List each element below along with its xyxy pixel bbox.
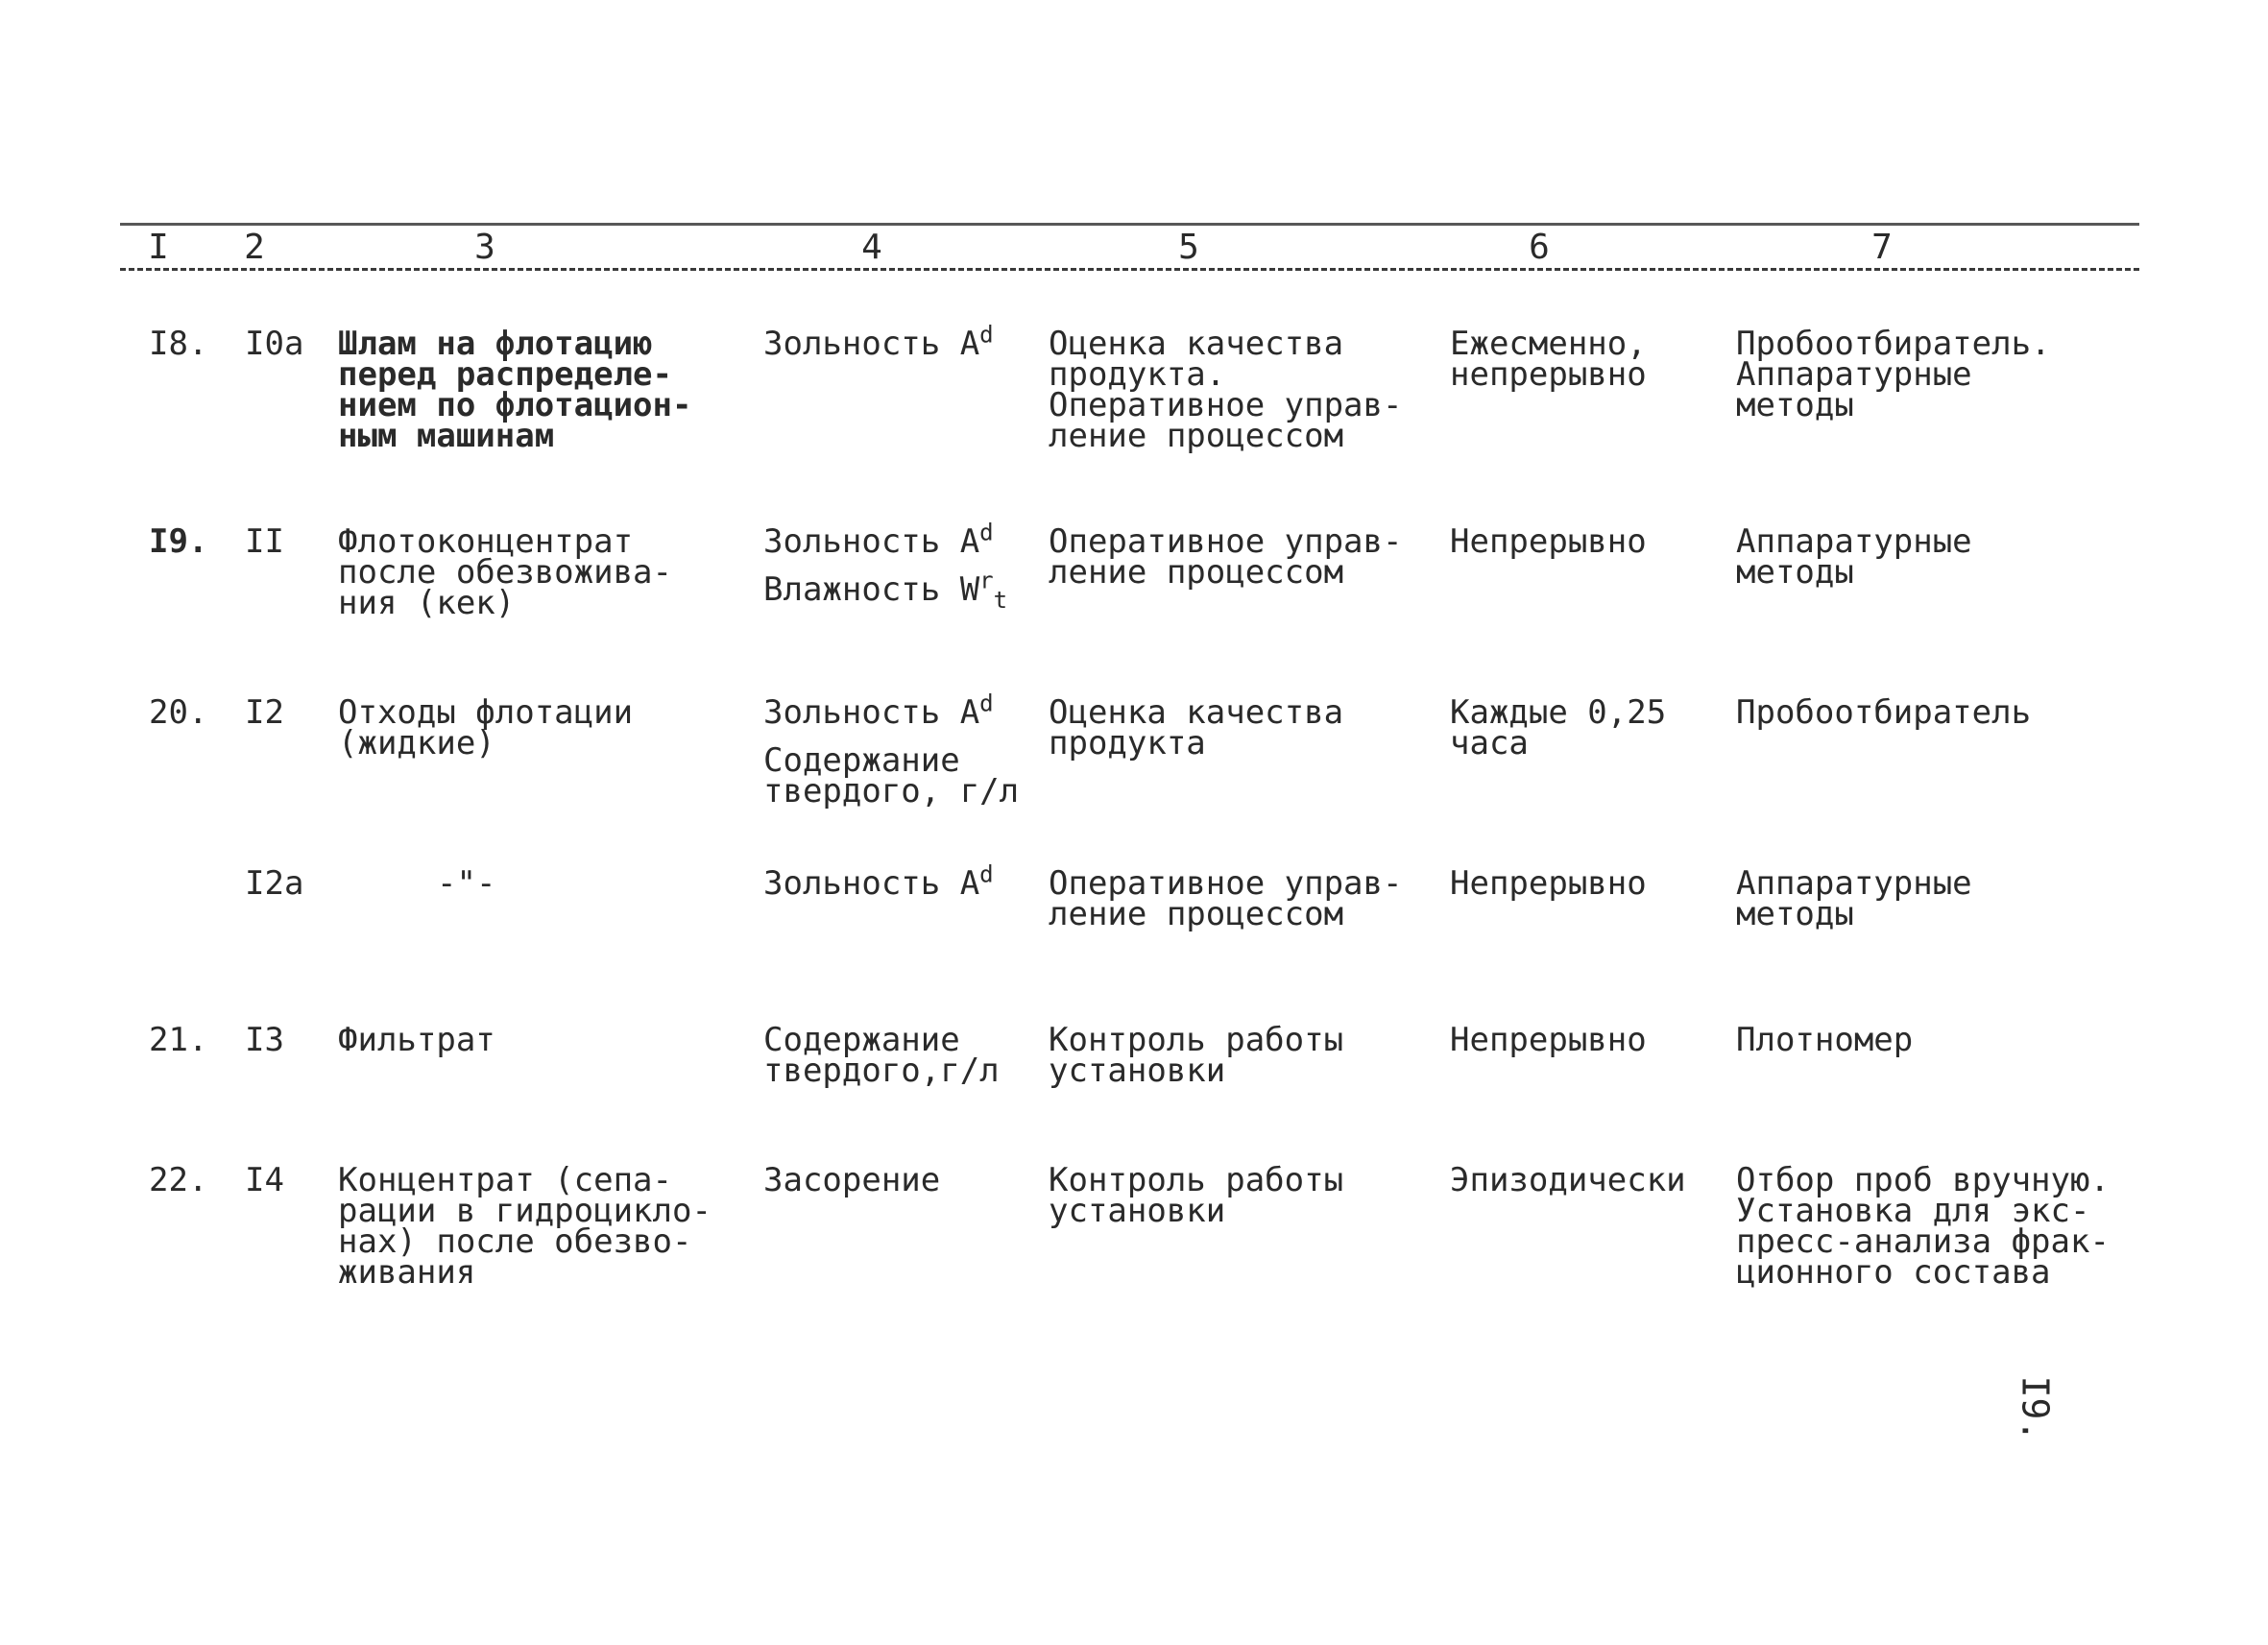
purpose-cell: Оперативное управ- ление процессом bbox=[1049, 864, 1403, 933]
row-number: 20. bbox=[149, 693, 208, 732]
method-cell: Аппаратурные методы bbox=[1736, 522, 1972, 592]
frequency-cell: Ежесменно, непрерывно bbox=[1450, 325, 1647, 394]
row-code: I0a bbox=[245, 325, 304, 363]
material-cell: Шлам на флотацию перед распределе- нием по флотацион- ным машинам bbox=[338, 325, 692, 455]
parameter-cell: Засорение bbox=[763, 1161, 941, 1199]
row-code: II bbox=[245, 522, 284, 561]
purpose-cell: Оценка качества продукта. Оперативное управ- ление процессом bbox=[1049, 325, 1403, 455]
row-number: I8. bbox=[149, 325, 208, 363]
material-cell: Концентрат (сепа- рации в гидроцикло- нах) после обезво- живания bbox=[338, 1161, 712, 1292]
method-cell: Плотномер bbox=[1736, 1021, 1914, 1059]
column-header-1: I bbox=[148, 228, 169, 267]
header-top-rule bbox=[120, 223, 2139, 226]
row-code: I3 bbox=[245, 1021, 284, 1059]
row-code: I2a bbox=[245, 864, 304, 903]
column-header-7: 7 bbox=[1871, 228, 1893, 267]
method-cell: Аппаратурные методы bbox=[1736, 864, 1972, 933]
column-header-3: 3 bbox=[474, 228, 495, 267]
row-code: I2 bbox=[245, 693, 284, 732]
column-header-5: 5 bbox=[1178, 228, 1199, 267]
row-number: 21. bbox=[149, 1021, 208, 1059]
parameter-cell: Содержание твердого,г/л bbox=[763, 1021, 1000, 1090]
header-bottom-rule bbox=[120, 268, 2139, 271]
row-code: I4 bbox=[245, 1161, 284, 1199]
parameter-cell: Зольность $A^d$ bbox=[763, 321, 994, 363]
purpose-cell: Контроль работы установки bbox=[1049, 1021, 1344, 1090]
frequency-cell: Эпизодически bbox=[1450, 1161, 1686, 1199]
row-number: 22. bbox=[149, 1161, 208, 1199]
frequency-cell: Непрерывно bbox=[1450, 522, 1647, 561]
material-cell: Флотоконцентрат после обезвожива- ния (кек) bbox=[338, 522, 672, 622]
frequency-cell: Непрерывно bbox=[1450, 1021, 1647, 1059]
method-cell: Пробоотбиратель bbox=[1736, 693, 2032, 732]
parameter-cell: Зольность $A^d$ bbox=[763, 689, 994, 732]
parameter-cell-2: Содержание твердого, г/л bbox=[763, 741, 1020, 810]
material-cell: Отходы флотации (жидкие) bbox=[338, 693, 634, 762]
purpose-cell: Контроль работы установки bbox=[1049, 1161, 1344, 1230]
frequency-cell: Каждые 0,25 часа bbox=[1450, 693, 1667, 762]
column-header-6: 6 bbox=[1529, 228, 1550, 267]
page-number: I9. bbox=[2014, 1375, 2057, 1442]
column-header-2: 2 bbox=[244, 228, 265, 267]
parameter-cell: Зольность $A^d$ bbox=[763, 519, 994, 561]
material-cell: -"- bbox=[437, 864, 496, 903]
method-cell: Отбор проб вручную. Установка для экс- пресс-анализа фрак- ционного состава bbox=[1736, 1161, 2110, 1292]
purpose-cell: Оперативное управ- ление процессом bbox=[1049, 522, 1403, 592]
purpose-cell: Оценка качества продукта bbox=[1049, 693, 1344, 762]
method-cell: Пробоотбиратель. Аппаратурные методы bbox=[1736, 325, 2051, 424]
column-header-4: 4 bbox=[861, 228, 882, 267]
frequency-cell: Непрерывно bbox=[1450, 864, 1647, 903]
parameter-cell: Зольность $A^d$ bbox=[763, 860, 994, 903]
row-number: I9. bbox=[149, 522, 208, 561]
material-cell: Фильтрат bbox=[338, 1021, 495, 1059]
parameter-cell-2: Влажность $W^r_t$ bbox=[763, 567, 1008, 614]
